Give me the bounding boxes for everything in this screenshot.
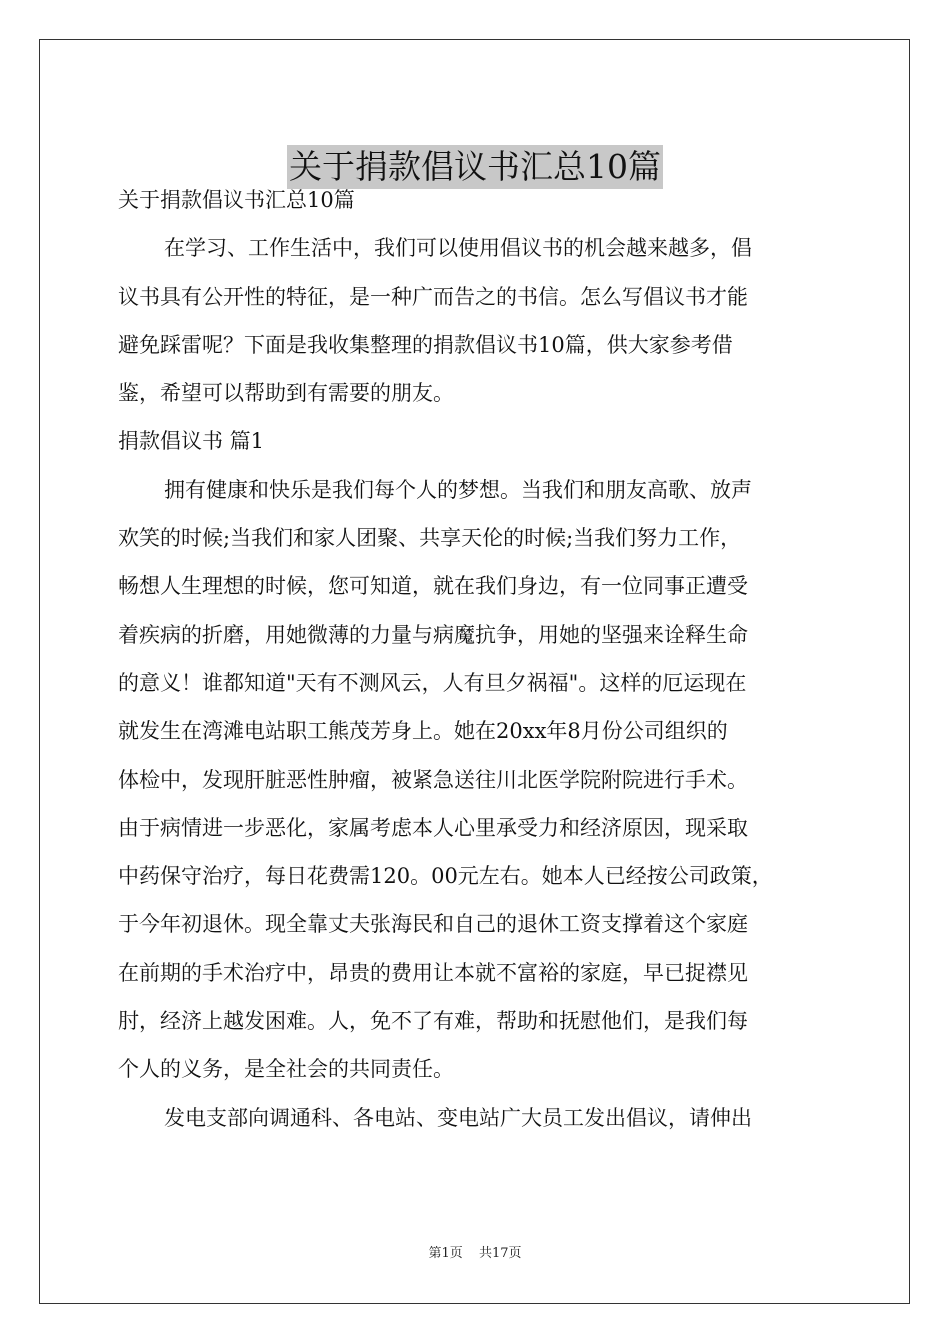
page-total: 共17页 — [478, 1246, 522, 1261]
text-line: 发电支部向调通科、各电站、变电站广大员工发出倡议，请伸出 — [164, 1105, 752, 1130]
text-line: 于今年初退休。现全靠丈夫张海民和自己的退休工资支撑着这个家庭 — [118, 912, 748, 937]
text-line: 鉴，希望可以帮助到有需要的朋友。 — [118, 381, 454, 406]
text-line: 体检中，发现肝脏恶性肿瘤，被紧急送往川北医学院附院进行手术。 — [118, 767, 748, 792]
text-line: 避免踩雷呢？下面是我收集整理的捐款倡议书10篇，供大家参考借 — [118, 332, 733, 357]
text-line: 畅想人生理想的时候，您可知道，就在我们身边，有一位同事正遭受 — [118, 574, 748, 599]
text-line: 由于病情进一步恶化，家属考虑本人心里承受力和经济原因，现采取 — [118, 815, 748, 840]
page-footer — [0, 1242, 950, 1261]
text-line: 中药保守治疗，每日花费需120。00元左右。她本人已经按公司政策， — [118, 864, 773, 889]
text-line: 着疾病的折磨，用她微薄的力量与病魔抗争，用她的坚强来诠释生命 — [118, 622, 748, 647]
page-number: 第1页 — [428, 1246, 463, 1261]
text-line: 就发生在湾滩电站职工熊茂芳身上。她在20xx年8月份公司组织的 — [118, 719, 728, 744]
text-line: 肘，经济上越发困难。人，免不了有难，帮助和抚慰他们，是我们每 — [118, 1009, 748, 1034]
text-line: 关于捐款倡议书汇总10篇 — [118, 188, 355, 212]
text-line: 欢笑的时候;当我们和家人团聚、共享天伦的时候;当我们努力工作， — [118, 526, 742, 551]
document-title: 关于捐款倡议书汇总10篇 — [287, 145, 663, 189]
text-line: 个人的义务，是全社会的共同责任。 — [118, 1057, 454, 1082]
document-body — [118, 176, 834, 1142]
text-line: 在前期的手术治疗中，昂贵的费用让本就不富裕的家庭，早已捉襟见 — [118, 960, 748, 985]
text-line: 在学习、工作生活中，我们可以使用倡议书的机会越来越多，倡 — [164, 236, 752, 261]
text-line: 捐款倡议书 篇1 — [118, 429, 265, 454]
text-line: 议书具有公开性的特征，是一种广而告之的书信。怎么写倡议书才能 — [118, 284, 748, 309]
text-line: 拥有健康和快乐是我们每个人的梦想。当我们和朋友高歌、放声 — [164, 477, 752, 502]
text-line: 的意义！谁都知道"天有不测风云，人有旦夕祸福"。这样的厄运现在 — [118, 670, 747, 695]
